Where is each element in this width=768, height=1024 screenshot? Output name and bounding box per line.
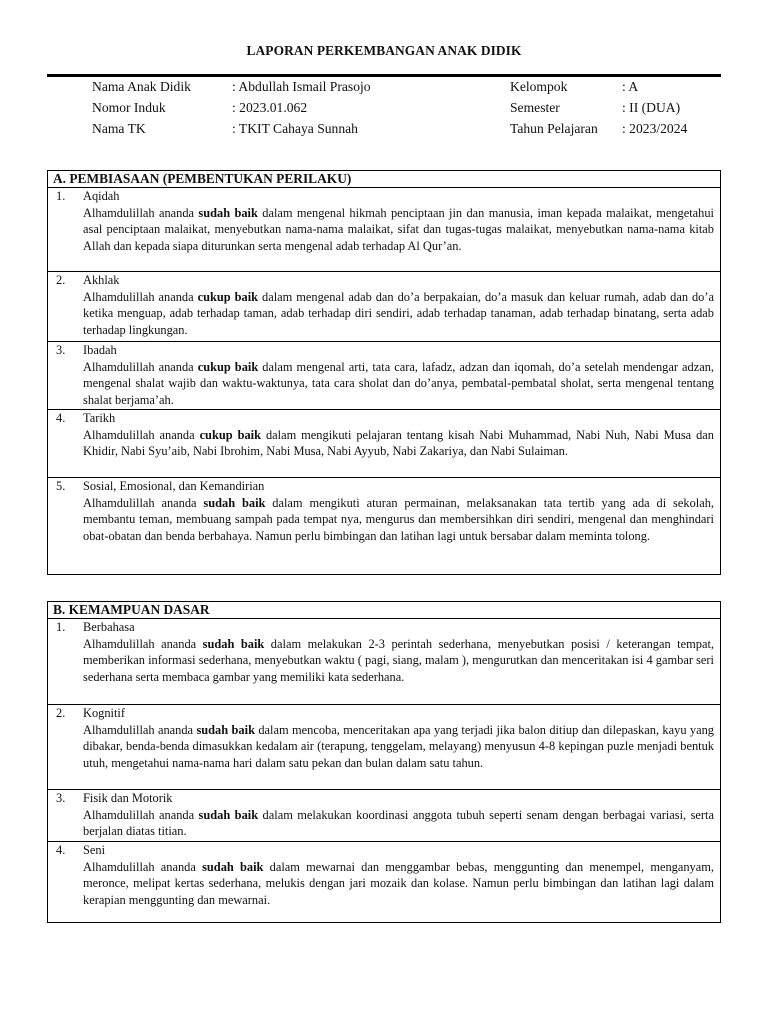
grade-label: sudah baik	[196, 722, 255, 737]
item-title: Sosial, Emosional, dan Kemandirian	[83, 479, 265, 493]
item-description: Alhamdulillah ananda sudah baik dalam mencoba, menceritakan apa yang terjadi jika balon ditiup dan dilepaskan, kayu yang dibakar, benda-benda dimasukkan kedalam air (terapung, tenggelam, melayang) menyusun 4-8 kepingan puzle menjadi bentuk utuh, mengetahui nama-nama hari dalam satu pekan dan bulan dalam satu tahun.	[83, 722, 714, 770]
item-number: 1.	[56, 189, 66, 203]
section-b-item	[48, 842, 720, 923]
section-kemampuan-dasar	[47, 601, 721, 923]
item-title: Berbahasa	[83, 620, 135, 634]
header-divider	[47, 74, 721, 77]
item-number: 1.	[56, 620, 66, 634]
info-label-semester: Semester	[510, 100, 560, 115]
section-b-item	[48, 619, 720, 705]
section-a-item	[48, 342, 720, 410]
grade-label: sudah baik	[198, 807, 259, 822]
item-number: 3.	[56, 791, 66, 805]
item-description: Alhamdulillah ananda cukup baik dalam mengenal arti, tata cara, lafadz, adzan dan iqomah, do’a setelah mendengar adzan, mengenal shalat wajib dan waktu-waktunya, tata cara sholat dan do’anya, pembatal-pembatal sholat, serta mengenal tentang shalat berjama’ah.	[83, 359, 715, 407]
info-value-semester: : II (DUA)	[622, 100, 681, 115]
item-title: Kognitif	[83, 706, 125, 720]
item-description: Alhamdulillah ananda cukup baik dalam mengikuti pelajaran tentang kisah Nabi Muhammad, Nabi Nuh, Nabi Musa dan Khidir, Nabi Syu’aib, Nabi Ibrohim, Nabi Musa, Nabi Ayyub, Nabi Zakariya, dan Nabi Sulaiman.	[83, 427, 714, 459]
section-a-item	[48, 188, 720, 272]
info-label-year: Tahun Pelajaran	[510, 121, 598, 136]
item-title: Fisik dan Motorik	[83, 791, 173, 805]
info-label-id: Nomor Induk	[92, 100, 166, 115]
grade-label: sudah baik	[198, 205, 258, 220]
item-number: 4.	[56, 843, 66, 857]
item-number: 4.	[56, 411, 66, 425]
item-description: Alhamdulillah ananda sudah baik dalam mewarnai dan menggambar bebas, menggunting dan menempel, menganyam, meronce, melipat kertas sederhana, melukis dengan jari mozaik dan kolase. Namun perlu bimbingan dan latihan lagi dalam kerapian menggunting dan mewarnai.	[83, 859, 714, 907]
item-description: Alhamdulillah ananda sudah baik dalam melakukan 2-3 perintah sederhana, menyebutkan posisi / keterangan tempat, memberikan informasi sederhana, menyebutkan waktu ( pagi, siang, malam ), mengurutkan dan menceritakan isi 4 gambar seri sederhana serta membaca gambar yang memiliki kata sederhana.	[83, 636, 714, 684]
section-a-item	[48, 410, 720, 478]
section-pembiasaan	[47, 170, 721, 575]
item-number: 5.	[56, 479, 66, 493]
item-number: 2.	[56, 273, 66, 287]
item-description: Alhamdulillah ananda sudah baik dalam mengenal hikmah penciptaan jin dan manusia, iman kepada malaikat, mengetahui asal penciptaan malaikat, menyebutkan nama-nama malaikat, sifat dan tugas-tugas malaikat, menyebutkan nama-nama kitab Allah dan kepada siapa diturunkan serta mengenal adab terhadap Al Qur’an.	[83, 205, 714, 253]
section-b-item	[48, 705, 720, 790]
grade-label: sudah baik	[202, 636, 265, 651]
section-b-heading: B. KEMAMPUAN DASAR	[48, 602, 720, 619]
section-a-item	[48, 272, 720, 342]
section-a-item	[48, 478, 720, 575]
report-title: LAPORAN PERKEMBANGAN ANAK DIDIK	[246, 43, 522, 58]
grade-label: sudah baik	[203, 495, 266, 510]
section-a-heading: A. PEMBIASAAN (PEMBENTUKAN PERILAKU)	[48, 171, 720, 188]
info-value-year: : 2023/2024	[622, 121, 688, 136]
info-label-group: Kelompok	[510, 79, 568, 94]
info-value-school: : TKIT Cahaya Sunnah	[232, 121, 358, 136]
item-title: Akhlak	[83, 273, 120, 287]
item-description: Alhamdulillah ananda cukup baik dalam mengenal adab dan do’a berpakaian, do’a masuk dan keluar rumah, adab dan do’a ketika menguap, adab terhadap taman, adab terhadap diri sendiri, adab terhadap tanaman, adab terhadap binatang, serta adab terhadap lingkungan.	[83, 289, 714, 337]
info-value-group: : A	[622, 79, 639, 94]
item-title: Tarikh	[83, 411, 116, 425]
info-label-name: Nama Anak Didik	[92, 79, 191, 94]
info-value-name: : Abdullah Ismail Prasojo	[232, 79, 371, 94]
item-description: Alhamdulillah ananda sudah baik dalam melakukan koordinasi anggota tubuh seperti senam dengan berbagai variasi, serta berjalan diatas titian.	[83, 807, 714, 839]
grade-label: sudah baik	[202, 859, 264, 874]
item-title: Aqidah	[83, 189, 120, 203]
grade-label: cukup baik	[197, 359, 259, 374]
grade-label: cukup baik	[197, 289, 259, 304]
item-title: Ibadah	[83, 343, 117, 357]
item-number: 3.	[56, 343, 66, 357]
item-title: Seni	[83, 843, 106, 857]
grade-label: cukup baik	[199, 427, 261, 442]
info-value-id: : 2023.01.062	[232, 100, 308, 115]
section-b-item	[48, 790, 720, 842]
item-description: Alhamdulillah ananda sudah baik dalam mengikuti aturan permainan, melaksanakan tata tertib yang ada di sekolah, membantu teman, membuang sampah pada tempat nya, mengurus dan membersihkan diri sendiri, mengenal dan menghindari obat-obatan dan benda berbahaya. Namun perlu bimbingan dan latihan lagi untuk bersabar dalam meminta tolong.	[83, 495, 715, 543]
info-label-school: Nama TK	[92, 121, 146, 136]
item-number: 2.	[56, 706, 66, 720]
